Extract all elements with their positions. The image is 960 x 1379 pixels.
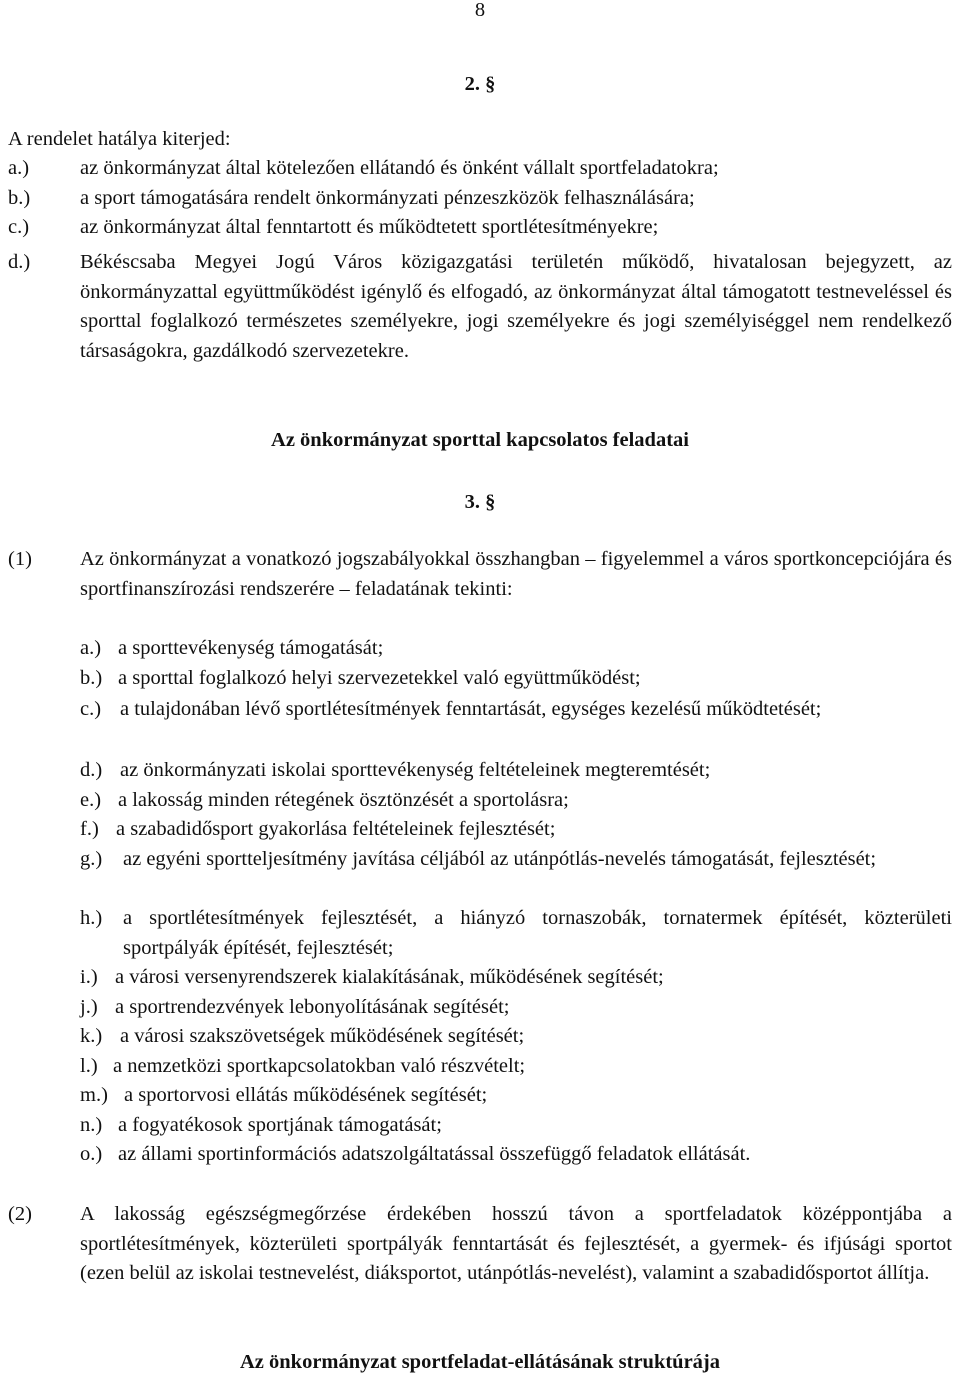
- paragraph-label: (2): [8, 1203, 32, 1225]
- item-text: a tulajdonában lévő sportlétesítmények fenntartását, egységes kezelésű működtetését;: [120, 698, 822, 720]
- page-number: 8: [474, 0, 486, 21]
- item-text: a városi versenyrendszerek kialakításának, működésének segítését;: [115, 966, 664, 988]
- item-text: a lakosság minden rétegének ösztönzését a sportolásra;: [118, 789, 569, 811]
- paragraph-text: Az önkormányzat a vonatkozó jogszabályokkal összhangban – figyelemmel a város sportkoncepciójára és sportfinanszírozási rendszerére – feladatának tekinti:: [80, 548, 952, 600]
- paragraph-label: (1): [8, 548, 32, 570]
- item-text: az önkormányzati iskolai sporttevékenység feltételeinek megteremtését;: [120, 759, 711, 781]
- section-2-item-b: [8, 184, 952, 214]
- item-label: b.): [8, 187, 31, 209]
- item-label: m.): [80, 1084, 108, 1106]
- section-2-intro: A rendelet hatálya kiterjed:: [8, 128, 231, 150]
- item-label: d.): [80, 759, 103, 781]
- item-text: a sporttal foglalkozó helyi szervezetekkel való együttműködést;: [118, 667, 641, 689]
- heading-tasks: Az önkormányzat sporttal kapcsolatos feladatai: [271, 429, 689, 451]
- item-label: o.): [80, 1143, 103, 1165]
- item-text: Békéscsaba Megyei Jogú Város közigazgatási területén működő, hivatalosan bejegyzett, az önkormányzattal együttműködést igénylő és elfogadó, az önkormányzat által támogatott testneveléssel és sporttal foglalkozó természetes személyekre, jogi személyekre és jogi személyiséggel nem rendelkező társaságokra, gazdálkodó szervezetekre.: [80, 251, 952, 362]
- section-3-number: 3. §: [464, 491, 496, 513]
- item-text: a sportlétesítmények fejlesztését, a hiányzó tornaszobák, tornatermek építését, közterületi sportpályák építését, fejlesztését;: [123, 907, 952, 959]
- section-2-number: 2. §: [464, 73, 496, 95]
- item-label: e.): [80, 789, 102, 811]
- item-label: i.): [80, 966, 98, 988]
- item-label: a.): [80, 637, 102, 659]
- item-label: k.): [80, 1025, 103, 1047]
- heading-structure: Az önkormányzat sportfeladat-ellátásának struktúrája: [239, 1351, 721, 1373]
- section-3-para-2: [8, 1200, 952, 1320]
- item-label: f.): [80, 818, 99, 840]
- section-2-item-a: [8, 154, 952, 184]
- item-label: j.): [80, 996, 98, 1018]
- item-text: az önkormányzat által fenntartott és működtetett sportlétesítményekre;: [80, 216, 659, 238]
- item-text: a szabadidősport gyakorlása feltételeinek fejlesztését;: [116, 818, 556, 840]
- item-label: a.): [8, 157, 30, 179]
- item-text: az állami sportinformációs adatszolgáltatással összefüggő feladatok ellátását.: [118, 1143, 751, 1165]
- item-label: h.): [80, 907, 103, 929]
- item-label: n.): [80, 1114, 103, 1136]
- item-text: a sport támogatására rendelt önkormányzati pénzeszközök felhasználására;: [80, 187, 695, 209]
- item-text: a városi szakszövetségek működésének segítését;: [120, 1025, 525, 1047]
- item-text: a sportrendezvények lebonyolításának segítését;: [115, 996, 510, 1018]
- item-label: d.): [8, 251, 31, 273]
- item-text: a nemzetközi sportkapcsolatokban való részvételt;: [113, 1055, 526, 1077]
- item-label: c.): [8, 216, 30, 238]
- item-label: g.): [80, 848, 103, 870]
- item-label: c.): [80, 698, 102, 720]
- paragraph-text: A lakosság egészségmegőrzése érdekében hosszú távon a sportfeladatok középpontjába a sportlétesítmények, közterületi sportpályák fenntartását és fejlesztését, a gyermek- és ifjúsági sportot (ezen belül az iskolai testnevelést, diáksportot, utánpótlás-nevelést), valamint a szabadidősportot állítja.: [80, 1203, 952, 1284]
- item-text: a fogyatékosok sportjának támogatását;: [118, 1114, 442, 1136]
- item-text: a sportorvosi ellátás működésének segítését;: [124, 1084, 488, 1106]
- item-label: l.): [80, 1055, 98, 1077]
- section-3-para-1: [8, 545, 952, 605]
- section-2-item-d: [8, 248, 952, 398]
- item-text: az önkormányzat által kötelezően ellátandó és önként vállalt sportfeladatokra;: [80, 157, 719, 179]
- item-label: b.): [80, 667, 103, 689]
- item-text: a sporttevékenység támogatását;: [118, 637, 384, 659]
- section-2-item-c: [8, 213, 952, 243]
- item-text: az egyéni sportteljesítmény javítása céljából az utánpótlás-nevelés támogatását, fejlesztését;: [123, 848, 877, 870]
